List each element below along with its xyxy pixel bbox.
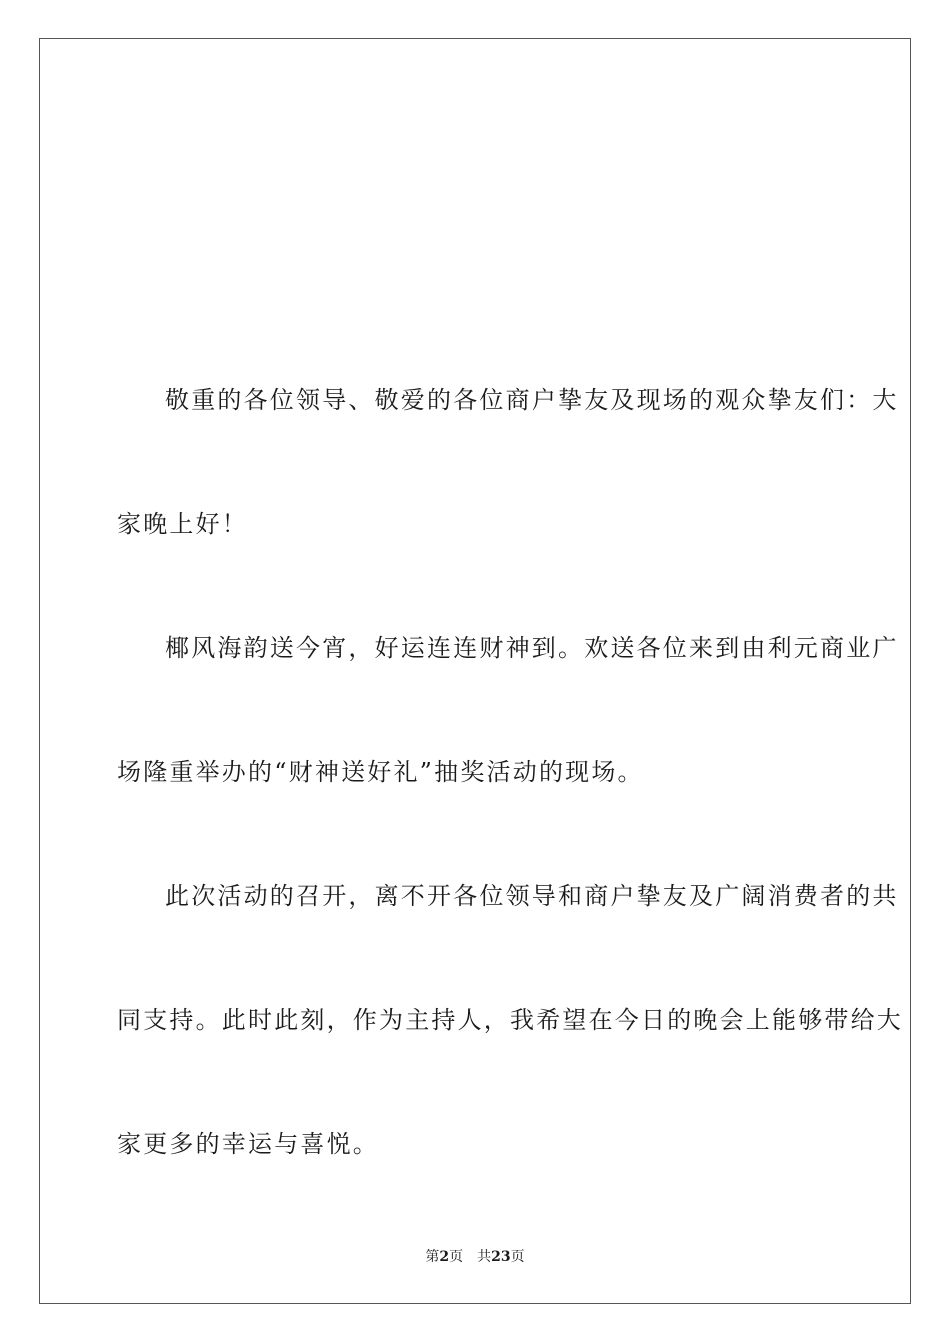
paragraph-2-line-1: 椰风海韵送今宵，好运连连财神到。欢送各位来到由利元商业广 — [165, 634, 899, 662]
paragraph-3-line-2: 同支持。此时此刻，作为主持人，我希望在今日的晚会上能够带给大 — [117, 1006, 903, 1034]
page-frame — [39, 38, 911, 1304]
paragraph-1-line-1: 敬重的各位领导、敬爱的各位商户挚友及现场的观众挚友们：大 — [165, 386, 899, 414]
paragraph-3-line-3: 家更多的幸运与喜悦。 — [117, 1130, 379, 1158]
total-pages: 23 — [491, 1249, 511, 1265]
paragraph-2-line-2: 场隆重举办的“财神送好礼”抽奖活动的现场。 — [117, 758, 644, 786]
total-suffix: 页 — [510, 1249, 525, 1265]
page-prefix: 第 — [425, 1249, 440, 1265]
page-footer — [0, 1247, 950, 1267]
page-number: 2 — [439, 1249, 450, 1265]
page-suffix: 页 — [449, 1249, 464, 1265]
paragraph-3-line-1: 此次活动的召开，离不开各位领导和商户挚友及广阔消费者的共 — [165, 882, 899, 910]
total-prefix: 共 — [477, 1249, 492, 1265]
paragraph-1-line-2: 家晚上好！ — [117, 510, 248, 538]
